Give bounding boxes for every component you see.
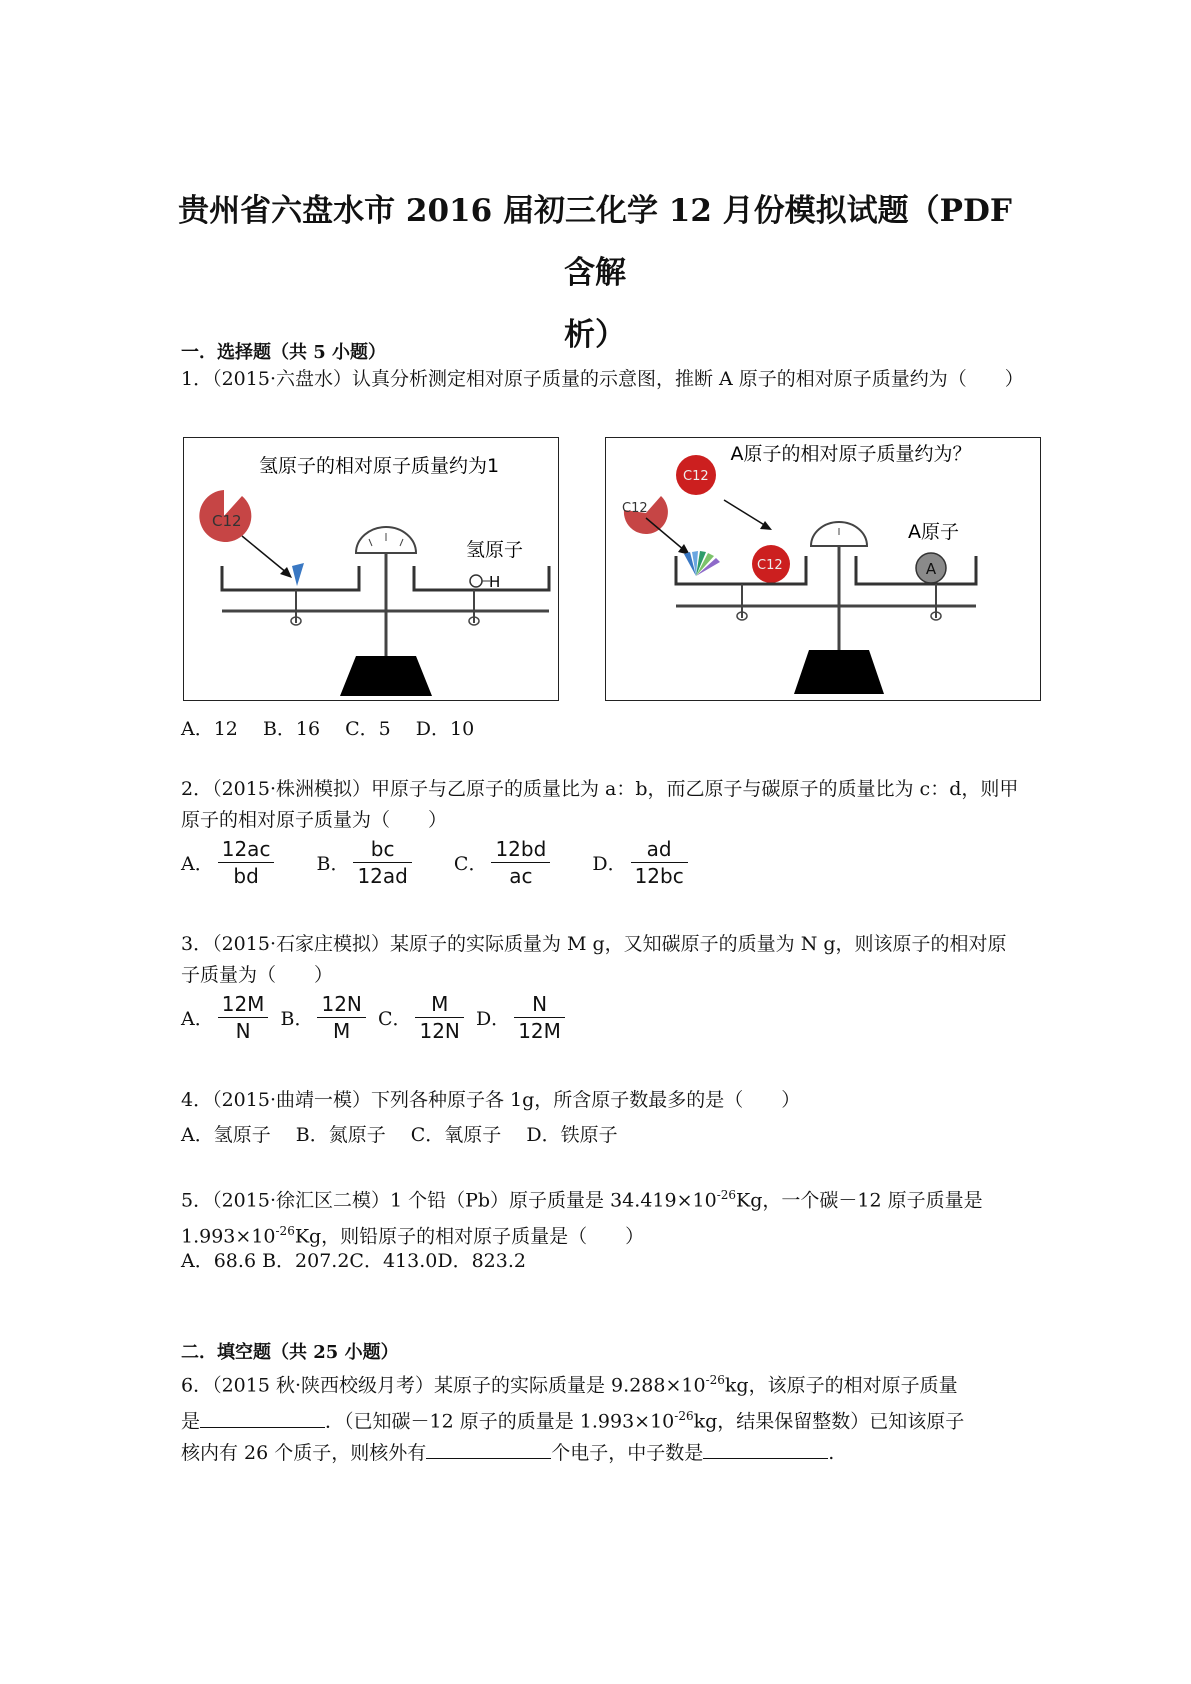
c12-label-pie: C12 [622,501,648,516]
fraction [631,836,688,889]
option-letter: A． [181,1008,214,1030]
q2-option-c [454,836,554,889]
fraction [218,991,269,1044]
title-line-1: 贵州省六盘水市 2016 届初三化学 12 月份模拟试题（PDF 含解 [178,193,1043,291]
q2-option-b [316,836,415,889]
arrow-line [242,536,287,573]
q2-option-d [592,836,691,889]
q6-text-part: 是 [181,1410,201,1433]
exponent: -26 [275,1224,295,1239]
denominator: 12bc [634,864,684,888]
numerator: 12bd [491,836,550,863]
option-letter: C． [453,853,488,875]
question-4-options: A．氢原子 B．氮原子 C．氧原子 D．铁原子 [181,1124,618,1146]
exponent: -26 [716,1188,737,1202]
hydrogen-atom-icon [470,575,482,587]
question-4-text: 4．（2015·曲靖一模）下列各种原子各 1g，所含原子数最多的是（ ） [181,1089,801,1111]
numerator: bc [353,836,411,863]
option-letter: B． [280,1008,314,1030]
twelve-slices-icon [684,551,720,576]
q5-text-part: Kg，则铅原子的相对原子质量是（ ） [294,1225,645,1248]
c12-label: C12 [212,512,242,530]
q6-text-part: 核内有 26 个质子，则核外有 [181,1441,427,1464]
option-letter: B． [316,853,350,875]
numerator: N [514,991,565,1018]
q6-text-part: kg，该原子的相对原子质量 [724,1374,958,1397]
q6-text-part: 个电子，中子数是 [551,1441,704,1464]
option-letter: D． [475,1008,511,1030]
fraction [491,836,550,889]
answer-blank-1[interactable] [200,1407,325,1428]
denominator: 12M [518,1019,561,1043]
q6-text-part: kg，结果保留整数）已知该原子 [693,1410,965,1433]
numerator: ad [631,836,688,863]
question-6-text [181,1365,1021,1469]
q3-option-b [281,991,370,1044]
q5-text-part: 1.993×10 [181,1225,276,1248]
option-letter: A． [181,853,214,875]
answer-blank-3[interactable] [703,1438,828,1459]
denominator: N [235,1019,251,1043]
denominator: M [333,1019,351,1043]
c12-label: C12 [683,469,709,484]
fraction [415,991,463,1044]
q6-text-part: 6．（2015 秋·陕西校级月考）某原子的实际质量是 9.288×10 [181,1374,706,1397]
numerator: 12M [218,991,269,1018]
q5-text-part: Kg，一个碳－12 原子质量是 [736,1189,983,1212]
exponent: -26 [674,1409,694,1424]
atom-a-label: A原子 [908,521,959,543]
denominator: ac [509,864,533,888]
answer-blank-2[interactable] [426,1438,551,1459]
question-3-text: 3．（2015·石家庄模拟）某原子的实际质量为 M g，又知碳原子的质量为 N g，则该原子的相对原子质量为（ ） [181,933,1007,986]
balance-base [340,656,432,696]
numerator: 12N [317,991,365,1018]
option-letter: C． [377,1008,412,1030]
question-2-text: 2．（2015·株洲模拟）甲原子与乙原子的质量比为 a：b，而乙原子与碳原子的质量比为 c：d，则甲原子的相对原子质量为（ ） [181,778,1019,831]
fraction [317,991,365,1044]
numerator: M [415,991,463,1018]
hydrogen-symbol: H [489,573,501,591]
q2-option-a [181,836,278,889]
question-1-text: 1．（2015·六盘水）认真分析测定相对原子质量的示意图，推断 A 原子的相对原子质量约为（ ） [181,368,1024,390]
balance-base [794,650,884,694]
figure-right-title: A原子的相对原子质量约为？ [730,443,972,465]
title-line-2: 析） [564,317,626,353]
hydrogen-atom-label: 氢原子 [466,539,524,561]
figure-hydrogen-balance [183,437,559,701]
question-3-options [181,991,571,1044]
section-heading-fill: 二．填空题（共 25 小题） [181,1342,399,1363]
q5-text-part: 5．（2015·徐汇区二模）1 个铅（Pb）原子质量是 34.419×10 [181,1189,717,1212]
fraction [218,836,275,889]
denominator: 12ad [357,864,408,888]
q3-option-c [378,991,468,1044]
arrow-head-icon [760,521,772,530]
question-5-text [181,1180,1021,1253]
left-pan [222,566,359,590]
atom-a-symbol: A [925,560,937,578]
one-twelfth-slice-icon [292,563,304,586]
hydrogen-balance-diagram [184,438,558,700]
option-letter: D． [592,853,627,875]
question-5-options: A．68.6 B．207.2C．413.0D．823.2 [181,1250,526,1272]
denominator: 12N [419,1019,460,1043]
arrow-line [724,500,766,526]
question-1-options: A．12 B．16 C．5 D．10 [181,718,475,740]
figure-atom-a-balance [605,437,1041,701]
q3-option-a [181,991,272,1044]
exponent: -26 [705,1373,725,1387]
denominator: bd [233,864,259,888]
question-2-options [181,836,724,889]
q3-option-d [476,991,569,1044]
c12-on-pan-label: C12 [757,558,783,573]
section-heading-choice: 一．选择题（共 5 小题） [181,342,387,363]
figure-left-title: 氢原子的相对原子质量约为1 [258,455,500,477]
q6-text-part: ．（已知碳－12 原子的质量是 1.993×10 [325,1410,675,1433]
q6-text-part: . [828,1441,835,1464]
atom-a-balance-diagram [606,438,1040,700]
numerator: 12ac [218,836,275,863]
fraction [353,836,411,889]
fraction [514,991,565,1044]
